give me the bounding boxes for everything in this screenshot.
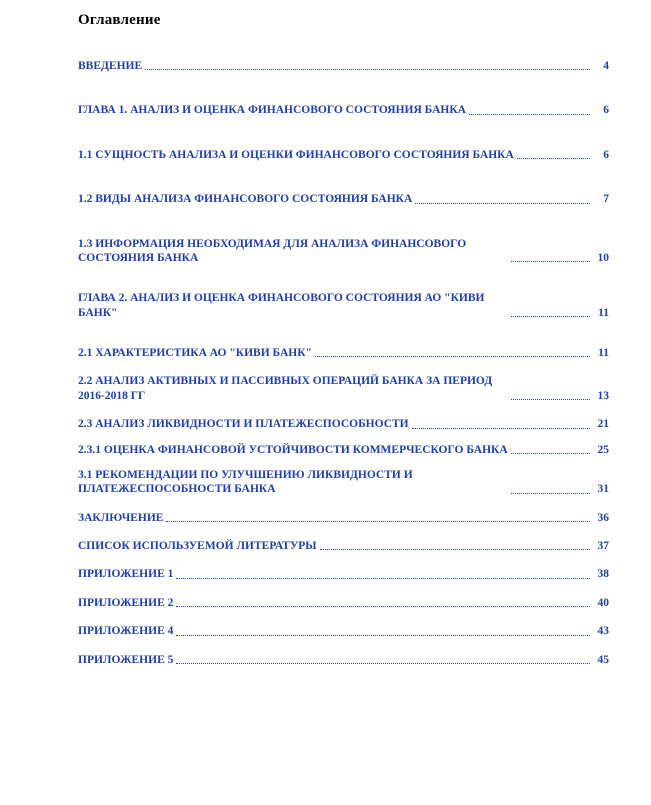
table-of-contents (78, 59, 609, 667)
toc-leader-dots (511, 315, 590, 317)
toc-entry-label: ВВЕДЕНИЕ (78, 60, 143, 72)
toc-entry-label: ГЛАВА 1. АНАЛИЗ И ОЦЕНКА ФИНАНСОВОГО СОСТОЯНИЯ БАНКА (78, 104, 466, 117)
toc-leader-dots (315, 355, 590, 357)
toc-entry[interactable] (78, 539, 609, 553)
toc-entry-label: 3.1 РЕКОМЕНДАЦИИ ПО УЛУЧШЕНИЮ ЛИКВИДНОСТИ И ПЛАТЕЖЕСПОСОБНОСТИ БАНКА (78, 468, 413, 496)
toc-entry-page-number: 10 (597, 251, 609, 264)
toc-entry-label: 2.3 АНАЛИЗ ЛИКВИДНОСТИ И ПЛАТЕЖЕСПОСОБНОСТИ (78, 418, 409, 431)
toc-entry-page-number: 37 (597, 540, 609, 552)
toc-entry-page-number: 6 (603, 148, 609, 161)
toc-entry[interactable] (78, 346, 609, 360)
toc-entry-label: 1.3 ИНФОРМАЦИЯ НЕОБХОДИМАЯ ДЛЯ АНАЛИЗА ФИНАНСОВОГО СОСТОЯНИЯ БАНКА (78, 237, 467, 264)
toc-entry[interactable] (78, 59, 609, 73)
toc-entry[interactable] (78, 417, 609, 431)
toc-leader-dots (176, 605, 590, 607)
toc-entry[interactable] (78, 148, 609, 162)
toc-entry-page-number: 6 (603, 104, 609, 117)
toc-entry-page-number: 4 (603, 60, 609, 72)
toc-entry[interactable] (78, 237, 609, 266)
toc-leader-dots (511, 452, 590, 454)
page-title: Оглавление (78, 12, 161, 28)
toc-leader-dots (469, 113, 590, 115)
toc-entry-page-number: 43 (597, 625, 609, 638)
toc-entry[interactable] (78, 103, 609, 117)
toc-leader-dots (511, 260, 590, 262)
toc-entry-label: ПРИЛОЖЕНИЕ 5 (78, 653, 174, 666)
toc-entry[interactable] (78, 374, 609, 403)
toc-leader-dots (517, 157, 590, 159)
toc-leader-dots (412, 427, 590, 429)
toc-entry-label: ГЛАВА 2. АНАЛИЗ И ОЦЕНКА ФИНАНСОВОГО СОСТОЯНИЯ АО "КИВИ БАНК" (78, 292, 485, 319)
toc-entry-label: СПИСОК ИСПОЛЬЗУЕМОЙ ЛИТЕРАТУРЫ (78, 540, 317, 552)
toc-entry[interactable] (78, 468, 609, 497)
toc-entry-page-number: 11 (598, 347, 609, 359)
toc-entry-label: 1.1 СУЩНОСТЬ АНАЛИЗА И ОЦЕНКИ ФИНАНСОВОГО СОСТОЯНИЯ БАНКА (78, 148, 514, 161)
toc-leader-dots (166, 520, 590, 522)
toc-entry[interactable] (78, 291, 609, 320)
toc-entry-page-number: 11 (598, 306, 609, 319)
toc-entry-label: ПРИЛОЖЕНИЕ 2 (78, 596, 174, 609)
toc-entry[interactable] (78, 596, 609, 610)
toc-entry-page-number: 38 (597, 568, 609, 581)
toc-entry-label: ПРИЛОЖЕНИЕ 1 (78, 568, 174, 581)
toc-entry[interactable] (78, 443, 609, 457)
toc-entry-label: ПРИЛОЖЕНИЕ 4 (78, 625, 174, 638)
toc-entry-page-number: 13 (597, 389, 609, 402)
toc-leader-dots (511, 492, 590, 494)
toc-entry[interactable] (78, 624, 609, 638)
toc-entry[interactable] (78, 192, 609, 206)
toc-entry-page-number: 7 (603, 193, 609, 206)
toc-entry-page-number: 31 (597, 483, 609, 496)
toc-entry-label: ЗАКЛЮЧЕНИЕ (78, 511, 164, 524)
toc-leader-dots (145, 68, 590, 70)
toc-entry[interactable] (78, 653, 609, 667)
toc-entry-page-number: 45 (597, 653, 609, 666)
toc-entry[interactable] (78, 567, 609, 581)
toc-leader-dots (511, 398, 590, 400)
toc-entry-label: 1.2 ВИДЫ АНАЛИЗА ФИНАНСОВОГО СОСТОЯНИЯ БАНКА (78, 193, 413, 206)
toc-entry-page-number: 40 (597, 596, 609, 609)
toc-entry[interactable] (78, 511, 609, 525)
toc-leader-dots (176, 634, 590, 636)
toc-entry-page-number: 21 (597, 418, 609, 431)
toc-entry-page-number: 36 (597, 511, 609, 524)
toc-entry-label: 2.1 ХАРАКТЕРИСТИКА АО "КИВИ БАНК" (78, 347, 312, 359)
toc-entry-label: 2.3.1 ОЦЕНКА ФИНАНСОВОЙ УСТОЙЧИВОСТИ КОММЕРЧЕСКОГО БАНКА (78, 443, 508, 456)
toc-leader-dots (415, 202, 590, 204)
toc-entry-page-number: 25 (597, 443, 609, 456)
toc-entry-label: 2.2 АНАЛИЗ АКТИВНЫХ И ПАССИВНЫХ ОПЕРАЦИЙ БАНКА ЗА ПЕРИОД 2016-2018 ГГ (78, 375, 493, 402)
toc-leader-dots (176, 577, 590, 579)
toc-leader-dots (176, 662, 590, 664)
toc-leader-dots (320, 548, 590, 550)
